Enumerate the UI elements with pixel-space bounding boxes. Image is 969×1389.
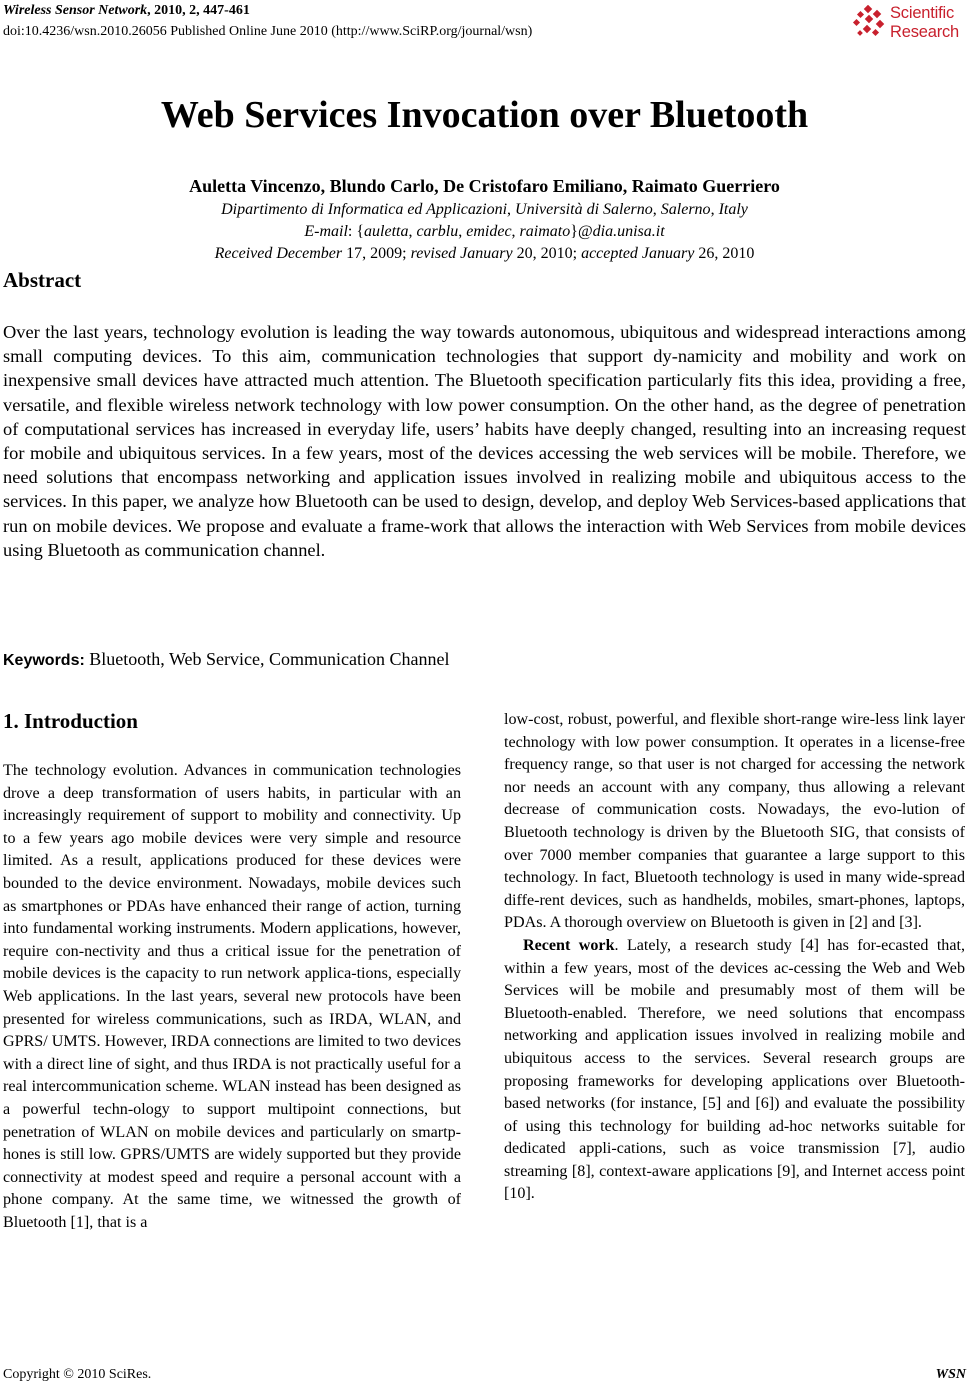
recent-work-label: Recent work (523, 936, 615, 954)
journal-details: , 2010, 2, 447-461 (147, 3, 250, 18)
journal-citation (3, 3, 250, 19)
copyright-footer: Copyright © 2010 SciRes. (3, 1367, 152, 1382)
keywords-label: Keywords: (3, 652, 85, 669)
abstract-text: Over the last years, technology evolution is leading the way towards autonomous, ubiquitous and widespread interactions among small computing devices. To this aim, communication technologies that support dy-namicity and mobility and work on inexpensive small devices have attracted much attention. The Bluetooth specification particularly fits this idea, providing a free, versatile, and flexible wireless network technology with low power consumption. On the other hand, as the degree of penetration of computational services has increased in everyday life, users’ habits have deeply changed, resulting into an increasing request for mobile and ubiquitous services. In a few years, most of the devices accessing the web services will be mobile. Therefore, we need solutions that encompass networking and application issues involved in realizing mobile and ubiquitous access to the services. In this paper, we analyze how Bluetooth can be used to design, develop, and deploy Web Services-based applications that run on mobile devices. We propose and evaluate a frame-work that allows the interaction with Web Services from mobile devices using Bluetooth as communication channel. (3, 322, 966, 560)
logo-line-1: Scientific (890, 4, 955, 22)
intro-right-column (504, 709, 965, 1206)
affil-dept: Dipartimento di Informatica ed Applicazioni (221, 201, 508, 218)
received-value: 17, 2009; (342, 245, 411, 262)
affil-univ: Università di Salerno (515, 201, 653, 218)
keywords-text: Bluetooth, Web Service, Communication Channel (84, 649, 450, 669)
recent-work-text: . Lately, a research study [4] has for-ecasted that, within a few years, most of the devices ac-cessing the Web and Web Services will be mobile and presumably most of them will be Bluetooth-enabled. Therefore, we need solutions that encompass networking and application issues involved in realizing mobile and ubiquitous access to the services. Several research groups are proposing frameworks for developing applications over Bluetooth-based networks (for instance, [5] and [6]) and evaluate the possibility of using this technology for building ad-hoc networks suitable for dedicated appli-cations, such as voice transmission [7], audio streaming [8], context-aware applications [9], and Internet access point [10]. (504, 936, 965, 1203)
logo-diamond-icon (850, 5, 888, 41)
journal-name: Wireless Sensor Network (3, 3, 148, 18)
publisher-logo (850, 3, 966, 43)
revised-label: revised January (410, 245, 513, 262)
paper-authors: Auletta Vincenzo, Blundo Carlo, De Cristofaro Emiliano, Raimato Guerriero (189, 176, 780, 196)
received-dates (0, 245, 969, 263)
email-user-3: emidec (466, 223, 512, 240)
intro-heading: 1. Introduction (3, 709, 138, 733)
email-user-4: raimato (519, 223, 571, 240)
accepted-label: accepted January (581, 245, 695, 262)
email-label: E-mail (304, 223, 348, 240)
intro-right-paragraph-1: low-cost, robust, powerful, and flexible short-range wire-less link layer technology with low power consumption. It operates in a license-free frequency range, so that user is not charged for accessing the network nor needs an account with any company, thus allowing a relevant decrease of communication costs. Nowadays, the evo-lution of Bluetooth technology is driven by the Bluetooth SIG, that consists of over 7000 member companies that guarantee a large support to this technology. In fact, Bluetooth technology is used in many wide-spread diffe-rent devices, such as handhelds, mobiles, smart-phones, laptops, PDAs. A thorough overview on Bluetooth is given in [2] and [3]. (504, 711, 965, 932)
received-label: Received December (214, 245, 343, 262)
doi-line: doi:10.4236/wsn.2010.26056 Published Online June 2010 (http://www.SciRP.org/journal/wsn) (3, 24, 533, 39)
affiliation: Dipartimento di Informatica ed Applicazioni, Università di Salerno, Salerno, Italy (221, 201, 748, 218)
abstract-heading: Abstract (3, 268, 82, 292)
logo-line-2: Research (890, 23, 960, 41)
intro-right-paragraph-2 (504, 935, 965, 1206)
affil-city: Salerno (660, 201, 711, 218)
email-line: E-mail: {auletta, carblu, emidec, raimato}@dia.unisa.it (304, 223, 665, 240)
keywords-line (3, 649, 449, 670)
email-domain: @dia.unisa.it (577, 223, 665, 240)
affil-country: Italy (718, 201, 748, 218)
revised-value: 20, 2010; (512, 245, 582, 262)
logo-text (890, 4, 959, 42)
paper-title: Web Services Invocation over Bluetooth (160, 94, 809, 136)
email-user-1: auletta (364, 223, 409, 240)
intro-left-column: The technology evolution. Advances in communication technologies drove a deep transformation of users habits, in particular with an increasingly requirement of support to mobility and connectivity. Up to a few years ago mobile devices were very simple and resource limited. As a result, applications produced for these devices were bounded to the device environment. Nowadays, mobile devices such as smartphones or PDAs have enhanced their range of action, turning into fundamental working instruments. Modern applications, however, require con-nectivity and thus a critical issue for the penetration of mobile devices is the capacity to run network applica-tions, especially Web applications. In the last years, several new protocols have been presented for wireless communications, such as IRDA, WLAN, and GPRS/ UMTS. However, IRDA connections are limited to two devices with a direct line of sight, and thus IRDA is not practically useful for a real intercommunication scheme. WLAN instead has been designed as a powerful techn-ology to support multipoint connections, but penetration of WLAN on mobile devices and particularly on smartp-hones is still low. GPRS/UMTS are widely supported but they provide connectivity at modest speed and require a personal account with a phone company. At the same time, we witnessed the growth of Bluetooth [1], that is a (3, 762, 461, 1231)
accepted-value: 26, 2010 (694, 245, 755, 262)
journal-abbr-footer: WSN (935, 1367, 966, 1382)
email-user-2: carblu (416, 223, 459, 240)
